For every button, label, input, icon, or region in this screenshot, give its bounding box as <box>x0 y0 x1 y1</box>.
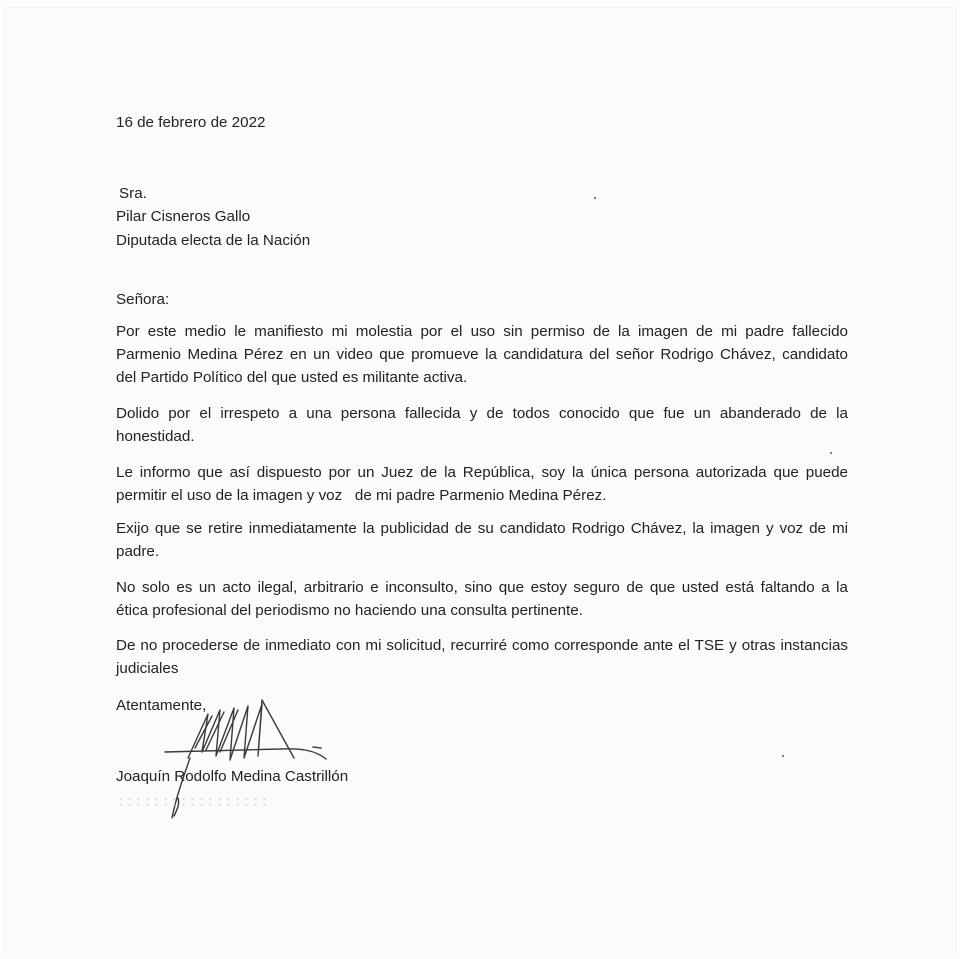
letter-closing: Atentamente, <box>116 697 207 714</box>
paragraph-line: judiciales <box>116 660 179 677</box>
recipient-title: Sra. <box>119 185 147 202</box>
scan-speck <box>830 452 832 454</box>
paragraph-line: De no procederse de inmediato con mi solicitud, recurriré como corresponde ante el TSE y otras instancias <box>116 637 848 654</box>
paragraph-5 <box>116 576 848 622</box>
paragraph-4 <box>116 517 848 563</box>
recipient-role: Diputada electa de la Nación <box>116 232 311 249</box>
paragraph-line: padre. <box>116 543 160 560</box>
paragraph-line: Dolido por el irrespeto a una persona fallecida y de todos conocido que fue un abanderado de la <box>116 405 848 422</box>
letter-date: 16 de febrero de 2022 <box>116 114 266 131</box>
paragraph-line: Por este medio le manifiesto mi molestia por el uso sin permiso de la imagen de mi padre fallecido <box>116 323 848 340</box>
paragraph-line: Parmenio Medina Pérez en un video que promueve la candidatura del señor Rodrigo Chávez, candidato <box>116 346 848 363</box>
recipient-name: Pilar Cisneros Gallo <box>116 208 251 225</box>
paragraph-line: honestidad. <box>116 428 195 445</box>
paragraph-6 <box>116 634 848 680</box>
paragraph-2 <box>116 402 848 448</box>
paragraph-1 <box>116 320 848 389</box>
paragraph-3 <box>116 461 848 507</box>
redacted-id-line <box>116 796 266 806</box>
scan-speck <box>594 197 596 199</box>
paragraph-line: Le informo que así dispuesto por un Juez de la República, soy la única persona autorizada que puede <box>116 464 848 481</box>
signer-name: Joaquín Rodolfo Medina Castrillón <box>116 768 349 785</box>
paragraph-line: No solo es un acto ilegal, arbitrario e inconsulto, sino que estoy seguro de que usted está faltando a la <box>116 579 848 596</box>
paragraph-line: del Partido Político del que usted es militante activa. <box>116 369 468 386</box>
letter-greeting: Señora: <box>116 291 170 308</box>
paragraph-line: Exijo que se retire inmediatamente la publicidad de su candidato Rodrigo Chávez, la imagen y voz de mi <box>116 520 848 537</box>
paragraph-line: ética profesional del periodismo no haciendo una consulta pertinente. <box>116 602 583 619</box>
paragraph-line: permitir el uso de la imagen y voz de mi padre Parmenio Medina Pérez. <box>116 487 607 504</box>
scan-speck <box>782 755 784 757</box>
